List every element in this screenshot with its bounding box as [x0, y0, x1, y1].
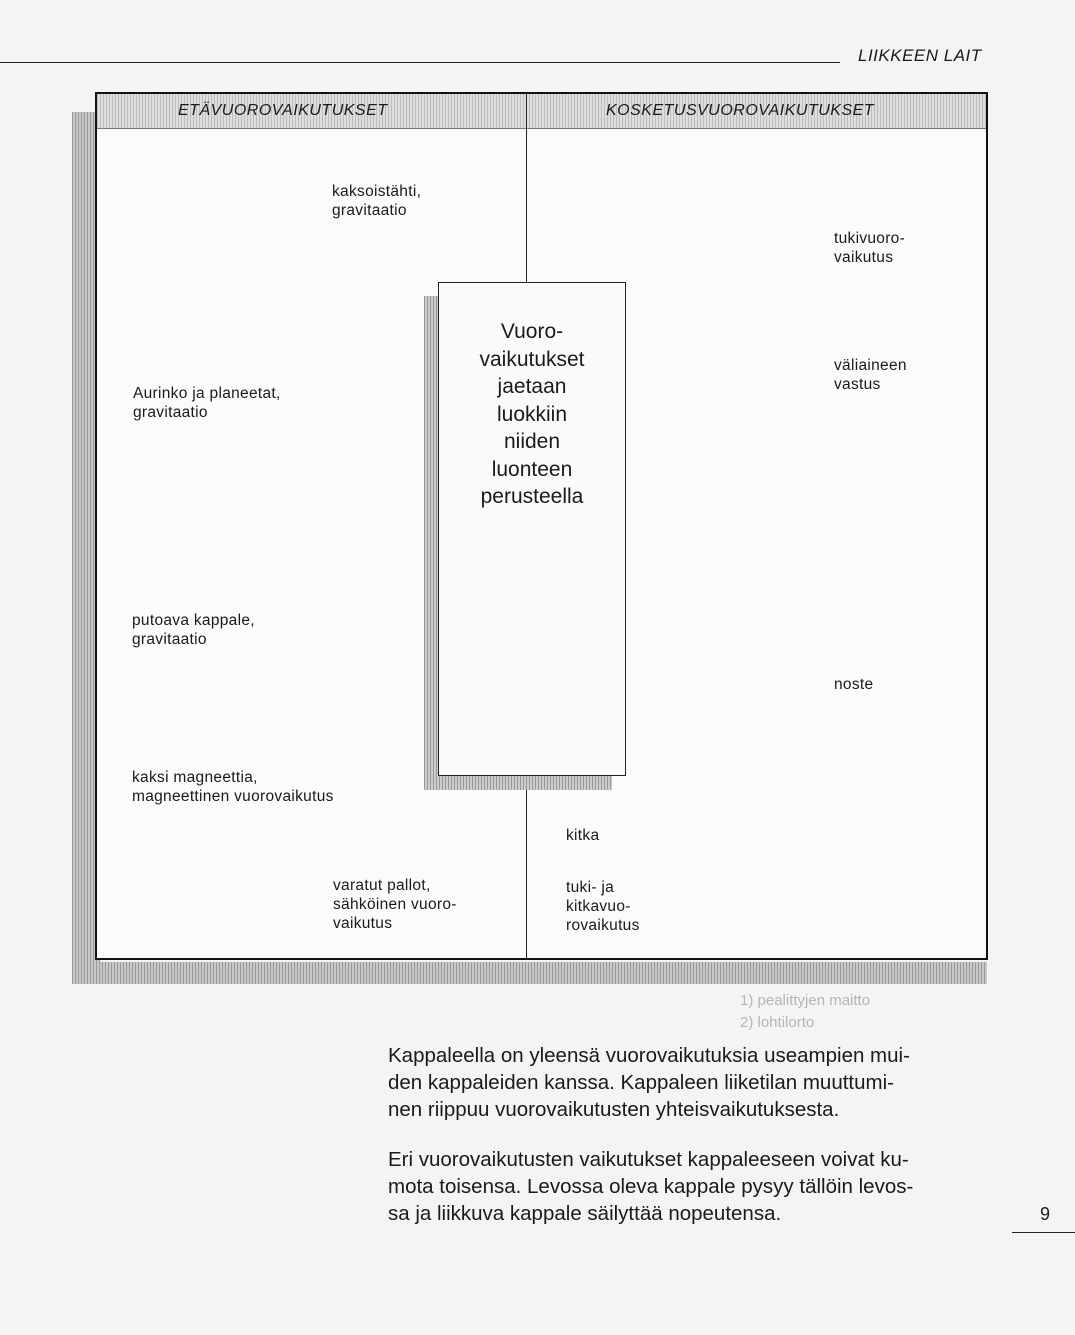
charged-balls-label: varatut pallot, sähköinen vuoro- vaikutus	[333, 877, 457, 932]
center-box-shadow	[424, 776, 612, 790]
paragraph-2: Eri vuorovaikutusten vaikutukset kappaleeseen voivat ku- mota toisensa. Levossa oleva kappale pysyy tällöin levos- sa ja liikkuva kappale säilyttää nopeutensa.	[388, 1148, 914, 1225]
falling-body-label: putoava kappale, gravitaatio	[132, 612, 255, 648]
right-column-title: KOSKETUSVUOROVAIKUTUKSET	[606, 102, 875, 119]
binary-star-label: kaksoistähti, gravitaatio	[332, 183, 422, 219]
parachute-label: väliaineen vastus	[834, 357, 907, 393]
page-number-rule	[1012, 1232, 1075, 1233]
paragraph-1: Kappaleella on yleensä vuorovaikutuksia useampien mui- den kappaleiden kanssa. Kappaleen liiketilan muuttumi- nen riippuu vuorovaikutusten yhteisvaikutuksesta.	[388, 1044, 910, 1121]
left-column-title: ETÄVUOROVAIKUTUKSET	[178, 102, 388, 119]
boat-label: noste	[834, 676, 874, 693]
show-through-line: 2) lohtilorto	[740, 1014, 815, 1031]
show-through-line: 1) pealittyjen maitto	[740, 992, 871, 1009]
collision-label: tuki- ja kitkavuo- rovaikutus	[566, 879, 640, 934]
motorcycle-label: kitka	[566, 827, 600, 844]
header-rule	[0, 62, 840, 63]
center-box-shadow	[424, 296, 438, 790]
page-number: 9	[1040, 1204, 1051, 1224]
diving-label: tukivuoro- vaikutus	[834, 230, 906, 266]
magnets-label: kaksi magneettia, magneettinen vuorovaikutus	[132, 769, 334, 805]
running-head: LIIKKEEN LAIT	[858, 46, 982, 65]
sun-planets-label: Aurinko ja planeetat, gravitaatio	[133, 385, 281, 421]
figure-shadow	[72, 962, 987, 984]
center-text: Vuoro- vaikutukset jaetaan luokkiin niiden luonteen perusteella	[479, 320, 585, 508]
